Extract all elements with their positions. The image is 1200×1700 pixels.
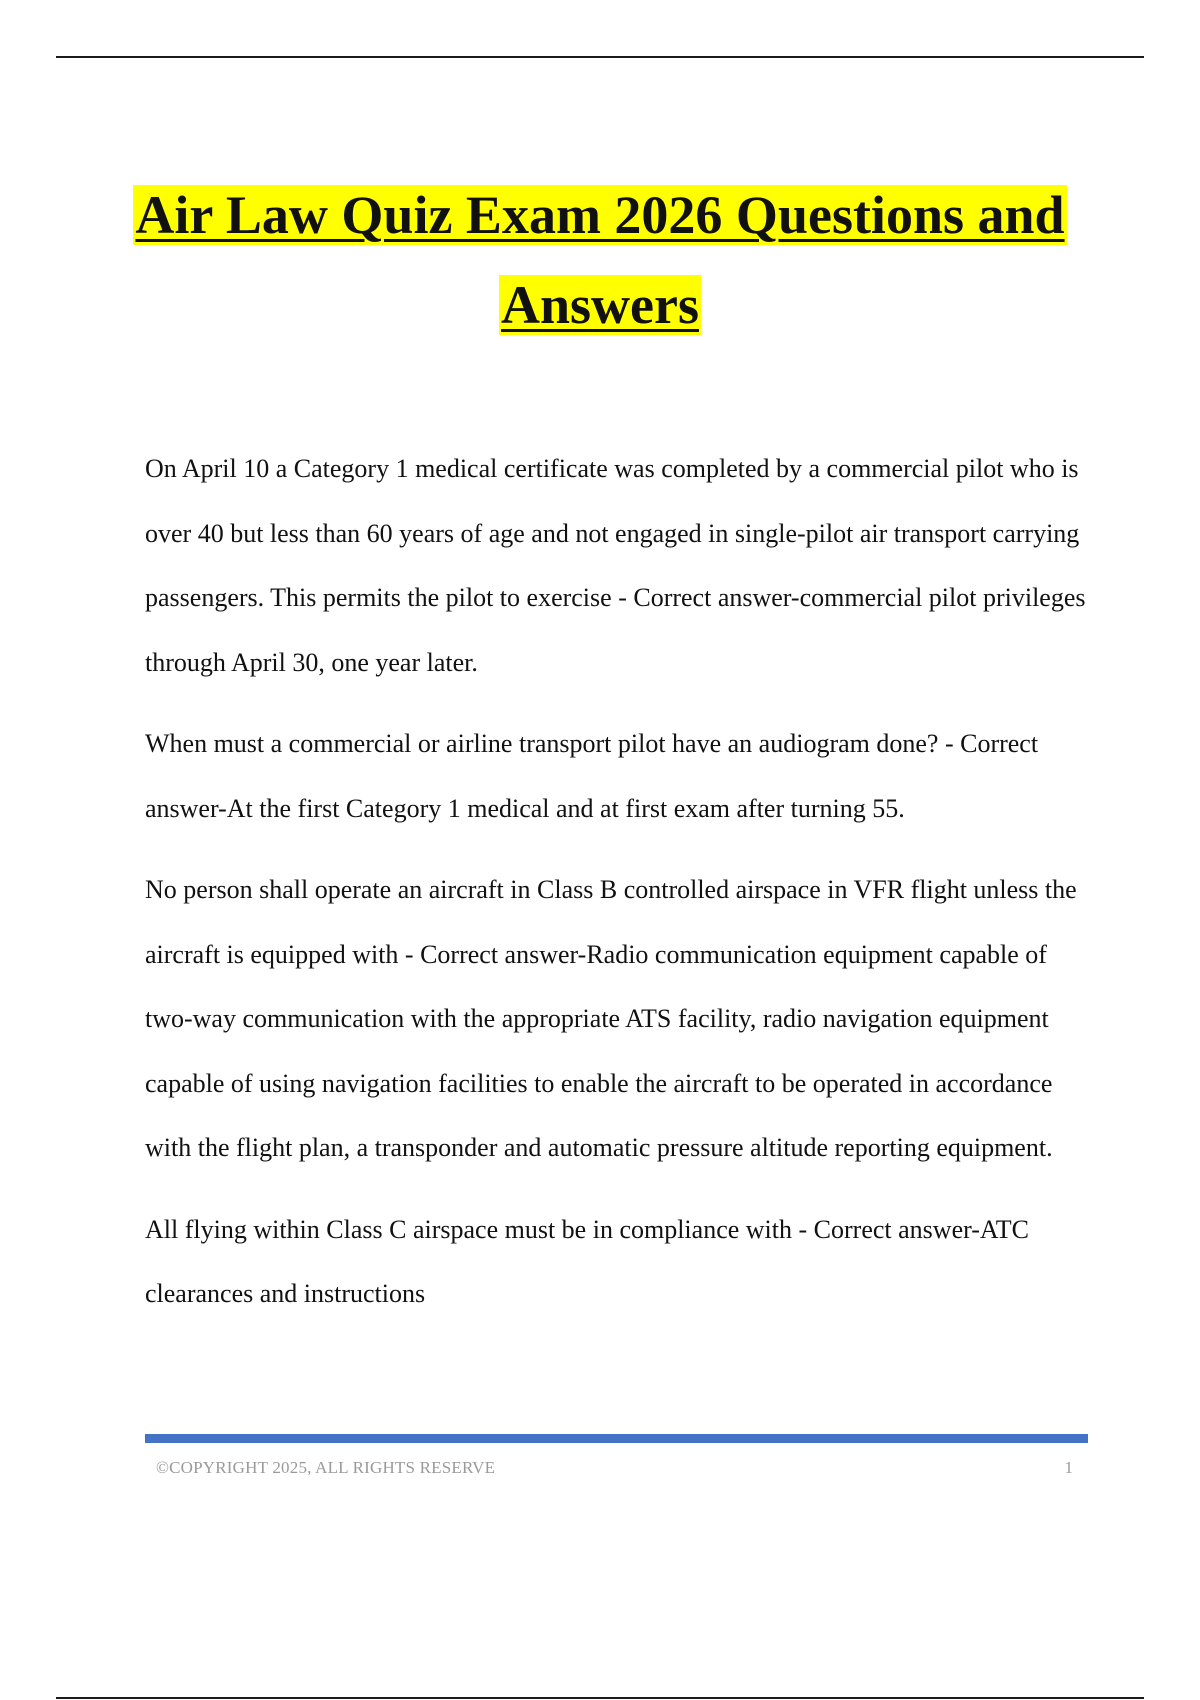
answer-text: Radio communication equipment capable of two-way communication with the appropriate ATS facility, radio navigation equipment capable of using navigation facilities to enable the aircraft to be operated in accordance with the flight plan, a transponder and automatic pressure altitude reporting equipment. — [145, 939, 1053, 1162]
qa-item — [145, 1198, 1095, 1327]
answer-separator: - Correct answer- — [792, 1214, 980, 1244]
answer-text: At the first Category 1 medical and at first exam after turning 55. — [226, 793, 905, 823]
answer-text: commercial pilot privileges through April 30, one year later. — [145, 583, 1086, 677]
question-text: On April 10 a Category 1 medical certificate was completed by a commercial pilot who is over 40 but less than 60 years of age and not engaged in single-pilot air transport carrying passengers. This permits the pilot to exercise — [145, 454, 1080, 612]
question-text: When must a commercial or airline transport pilot have an audiogram done? — [145, 729, 939, 758]
page-number: 1 — [1064, 1458, 1073, 1477]
top-rule — [56, 56, 1144, 58]
qa-item — [145, 437, 1095, 695]
footer-bar — [145, 1434, 1088, 1443]
answer-separator: - Correct answer- — [398, 939, 587, 969]
title-line-1: Air Law Quiz Exam 2026 Questions and — [135, 185, 1065, 245]
qa-content — [145, 437, 1095, 1344]
footer-copyright: ©COPYRIGHT 2025, ALL RIGHTS RESERVE — [156, 1458, 496, 1477]
question-text: All flying within Class C airspace must be in compliance with — [145, 1214, 793, 1244]
qa-item — [145, 712, 1095, 841]
answer-separator: - Correct answer- — [611, 583, 800, 612]
document-title — [100, 170, 1100, 350]
question-text: No person shall operate an aircraft in Class B controlled airspace in VFR flight unless the aircraft is equipped with — [145, 875, 1077, 969]
title-line-2: Answers — [501, 275, 699, 335]
bottom-rule — [56, 1697, 1144, 1699]
answer-separator: - Correct answer- — [145, 729, 1039, 823]
answer-text: ATC clearances and instructions — [145, 1214, 1030, 1308]
qa-item — [145, 858, 1095, 1181]
